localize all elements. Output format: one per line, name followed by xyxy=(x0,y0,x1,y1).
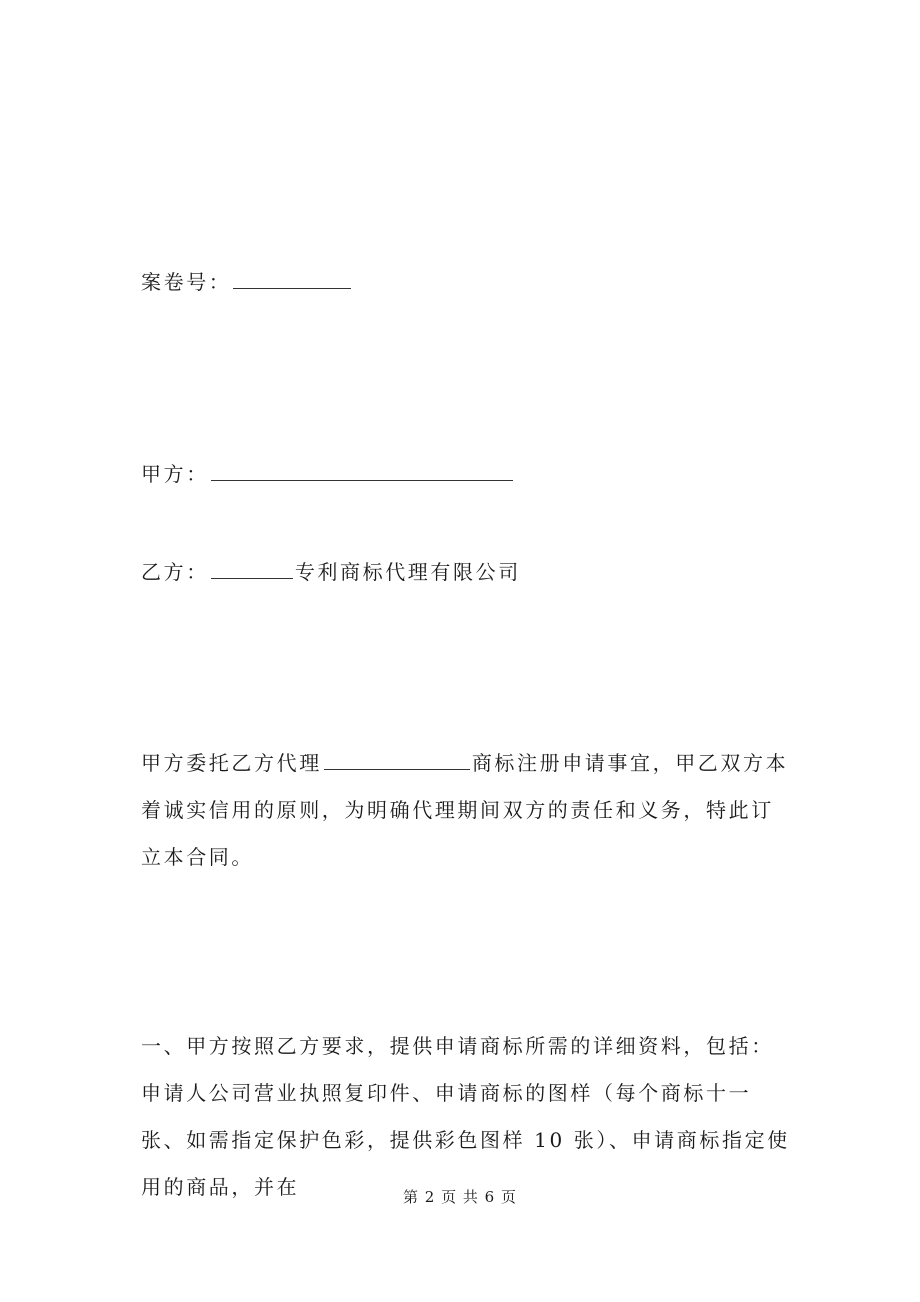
case-number-label: 案卷号： xyxy=(141,270,232,294)
party-b-label: 乙方： xyxy=(141,560,209,584)
intro-paragraph xyxy=(141,740,791,881)
trademark-name-blank xyxy=(324,753,470,770)
intro-text-start: 甲方委托乙方代理 xyxy=(141,751,322,775)
intro-text-end: 商标注册申请事宜，甲乙双方本着诚实信用的原则，为明确代理期间双方的责任和义务，特此订立本合同。 xyxy=(141,751,789,869)
party-b-company-suffix: 专利商标代理有限公司 xyxy=(294,560,521,584)
party-b-blank xyxy=(211,562,293,579)
page-footer: 第 2 页 共 6 页 xyxy=(403,1188,517,1206)
case-number-blank xyxy=(233,272,351,289)
party-b-line xyxy=(141,560,521,584)
case-number-line xyxy=(141,270,353,294)
party-a-blank xyxy=(211,464,513,481)
clause-1-paragraph xyxy=(141,1023,791,1211)
clause-1-text: 一、甲方按照乙方要求，提供申请商标所需的详细资料，包括：申请人公司营业执照复印件、申请商标的图样（每个商标十一张、如需指定保护色彩，提供彩色图样 10 张）、申请商标指定使用的商品，并在 xyxy=(141,1034,790,1199)
party-a-line xyxy=(141,462,515,486)
party-a-label: 甲方： xyxy=(141,462,209,486)
